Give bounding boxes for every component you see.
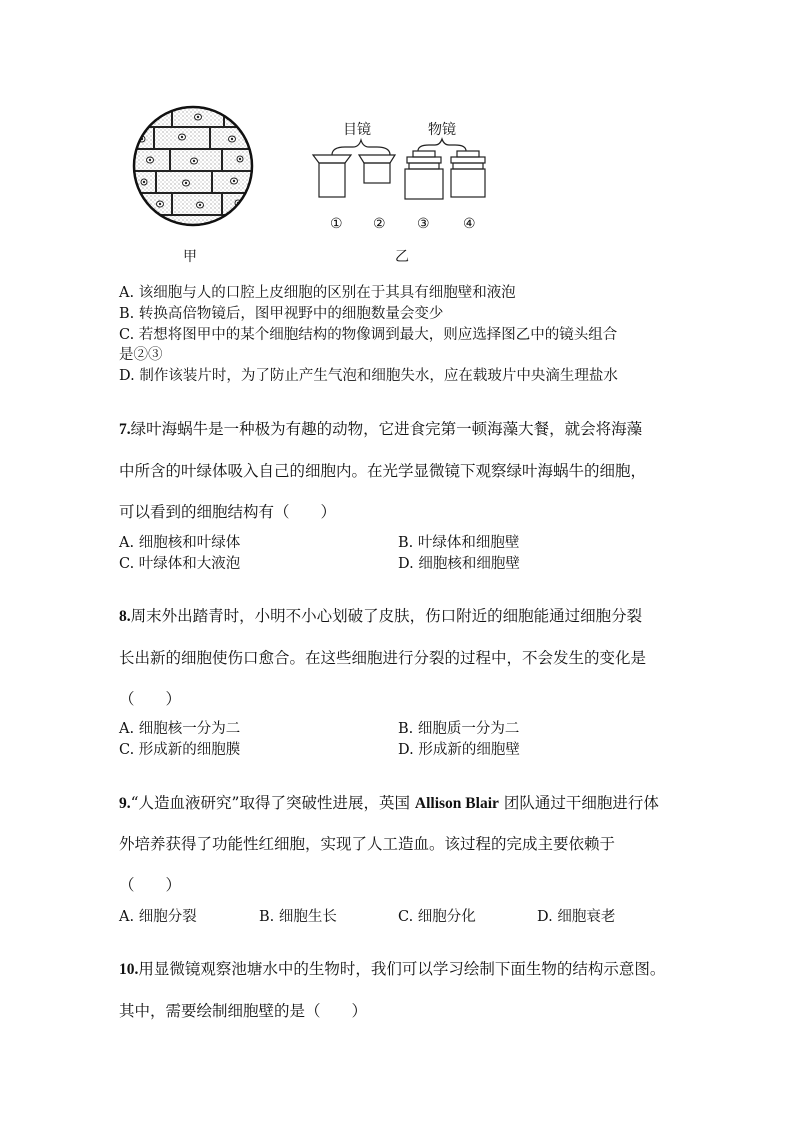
q9-number: 9. (119, 795, 131, 812)
q9-stem-line3: （ ） (119, 876, 182, 894)
q9-stem-line1: 9.“人造血液研究”取得了突破性进展，英国 Allison Blair 团队通过干细胞进行体 (119, 794, 659, 812)
q9-option-b: B. 细胞生长 (259, 909, 337, 925)
eyepiece-label: 目镜 (343, 122, 371, 138)
q8-number: 8. (119, 608, 131, 625)
figure-yi-label: 乙 (395, 249, 409, 265)
q9-option-c: C. 细胞分化 (398, 909, 476, 925)
q9-team-name: Allison Blair (414, 795, 499, 812)
q6-option-a: A. 该细胞与人的口腔上皮细胞的区别在于其具有细胞壁和液泡 (119, 285, 516, 301)
q9-option-d: D. 细胞衰老 (537, 909, 616, 925)
q10-stem-line1: 10.用显微镜观察池塘水中的生物时，我们可以学习绘制下面生物的结构示意图。 (119, 960, 666, 978)
q9-stem-line2: 外培养获得了功能性红细胞，实现了人工造血。该过程的完成主要依赖于 (119, 835, 616, 853)
q7-option-a: A. 细胞核和叶绿体 (119, 535, 241, 551)
lens-number-1: ① (330, 216, 343, 232)
q8-stem-line1: 8.周末外出踏青时，小明不小心划破了皮肤，伤口附近的细胞能通过细胞分裂 (119, 607, 643, 625)
lens-number-2: ② (373, 216, 386, 232)
figure-jia-label: 甲 (183, 249, 197, 265)
q8-option-a: A. 细胞核一分为二 (119, 721, 241, 737)
q7-option-d: D. 细胞核和细胞壁 (398, 556, 520, 572)
q8-option-b: B. 细胞质一分为二 (398, 721, 520, 737)
q10-number: 10. (119, 961, 139, 978)
q7-stem-line1: 7.绿叶海蜗牛是一种极为有趣的动物，它进食完第一顿海藻大餐，就会将海藻 (119, 420, 643, 438)
q6-option-c-line1: C. 若想将图甲中的某个细胞结构的物像调到最大，则应选择图乙中的镜头组合 (119, 327, 618, 343)
q7-stem-line3: 可以看到的细胞结构有（ ） (119, 503, 337, 521)
figure-jia-cells (130, 103, 256, 229)
objective-label: 物镜 (428, 122, 456, 138)
q8-stem-line3: （ ） (119, 690, 182, 708)
lens-number-3: ③ (417, 216, 430, 232)
q6-option-d: D. 制作该装片时，为了防止产生气泡和细胞失水，应在载玻片中央滴生理盐水 (119, 368, 618, 384)
q9-option-a: A. 细胞分裂 (119, 909, 197, 925)
q8-option-c: C. 形成新的细胞膜 (119, 742, 241, 758)
q6-option-b: B. 转换高倍物镜后，图甲视野中的细胞数量会变少 (119, 306, 444, 322)
q7-stem-line2: 中所含的叶绿体吸入自己的细胞内。在光学显微镜下观察绿叶海蜗牛的细胞， (119, 462, 647, 480)
q10-stem-line2: 其中，需要绘制细胞壁的是（ ） (119, 1002, 368, 1020)
q8-stem-line2: 长出新的细胞使伤口愈合。在这些细胞进行分裂的过程中，不会发生的变化是 (119, 649, 647, 667)
q6-option-c-line2: 是②③ (119, 347, 163, 363)
q8-option-d: D. 形成新的细胞壁 (398, 742, 520, 758)
figure-yi-lenses (305, 135, 495, 215)
q7-option-c: C. 叶绿体和大液泡 (119, 556, 241, 572)
lens-number-4: ④ (463, 216, 476, 232)
q7-option-b: B. 叶绿体和细胞壁 (398, 535, 520, 551)
q7-number: 7. (119, 421, 131, 438)
